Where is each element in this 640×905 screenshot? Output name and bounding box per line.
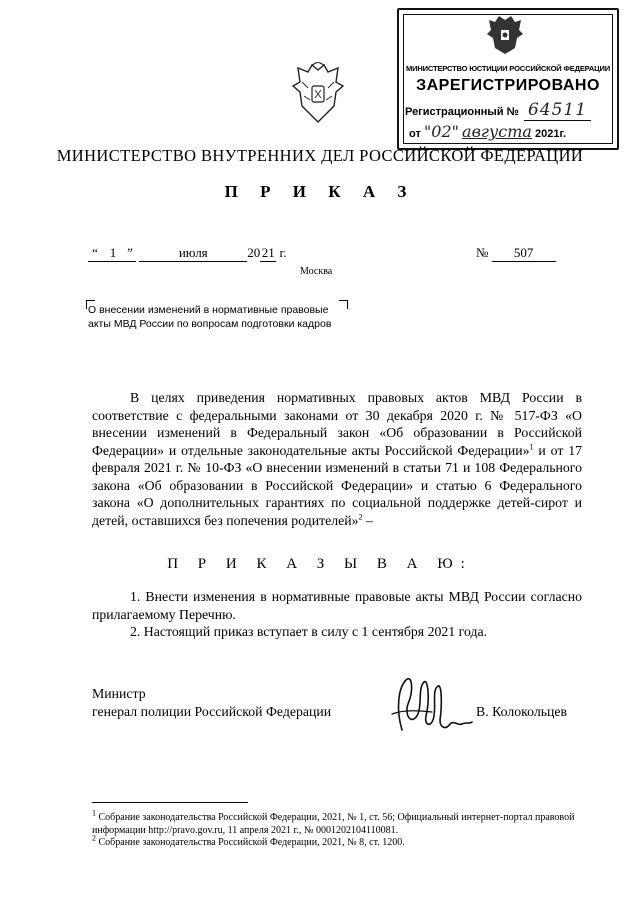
stamp-year: 2021 [535,128,560,140]
order-item-1: 1. Внести изменения в нормативные правовые акты МВД России согласно прилагаемому Перечню. [92,589,582,622]
date-day: 1 [102,245,124,262]
footnotes [92,808,582,850]
footnote-1 [92,808,582,837]
preamble-part3: – [362,512,373,528]
stamp-ministry: МИНИСТЕРСТВО ЮСТИЦИИ РОССИЙСКОЙ ФЕДЕРАЦИИ [405,64,611,73]
date-year-prefix: 20 [247,245,261,260]
stamp-reg-label: Регистрационный № [405,106,519,118]
preamble-part1: В целях приведения нормативных правовых актов МВД России в соответствие с федеральными законами от 30 декабря 2020 г. № 517-ФЗ «О внесении изменений в Федеральный закон «Об образовании в Российской Федерации» и отдельные законодательные акты Российской Федерации» [92,390,582,458]
footnote-mark-1: 1 [92,808,96,818]
stamp-registered: ЗАРЕГИСТРИРОВАНО [416,77,600,94]
date-quote-open: “ [88,245,102,262]
order-date [88,245,287,262]
footnote-divider [92,802,248,803]
stamp-date-prefix: от [409,128,421,140]
stamp-reg-number-row [405,100,591,120]
stamp-date-row [409,122,566,141]
footnote-2 [92,833,582,850]
order-number [476,245,556,262]
registration-stamp [397,8,619,150]
signer-name: В. Колокольцев [476,704,568,719]
date-year: 21 [261,245,275,260]
subject-corner-right [339,300,348,309]
order-title: П Р И К А З [224,182,416,201]
footnote-ref-2: 2 [358,511,363,521]
subject-text: О внесении изменений в нормативные правовые акты МВД России по вопросам подготовки кадров [88,304,332,330]
stamp-day: "02" [423,122,459,141]
subject-corner-left [86,300,95,309]
footnote-text-2: Собрание законодательства Российской Федерации, 2021, № 8, ст. 1200. [96,837,405,848]
footnote-text-1: Собрание законодательства Российской Федерации, 2021, № 1, ст. 56; Официальный интернет-портал правовой информации http://pravo.gov.ru, 11 апреля 2021 г., № 0001202104110081. [92,812,575,836]
order-subject [88,303,348,331]
footnote-ref-1: 1 [529,441,534,451]
footnote-mark-2: 2 [92,833,96,843]
handwritten-signature [388,670,474,742]
order-item-2: 2. Настоящий приказ вступает в силу с 1 сентября 2021 года. [130,624,488,639]
date-year-suffix: г. [279,245,287,260]
signer-position-line2: генерал полиции Российской Федерации [92,704,332,719]
signer-position-line1: Министр [92,686,146,701]
stamp-year-suffix: г. [559,128,567,140]
orders-heading: П Р И К А З Ы В А Ю: [167,556,473,572]
stamp-eagle-emblem-icon [485,14,525,58]
date-quote-close: ” [124,245,136,262]
number-value: 507 [492,245,556,262]
ministry-title: МИНИСТЕРСТВО ВНУТРЕННИХ ДЕЛ РОССИЙСКОЙ ФЕДЕРАЦИИ [56,146,584,165]
preamble [92,389,582,529]
stamp-reg-number: 64511 [524,100,591,121]
preamble-part2: и от 17 февраля 2021 г. № 10-ФЗ «О внесении изменений в статьи 71 и 108 Федерального закона «Об образовании в Российской Федерации» и статью 6 Федерального закона «О дополнительных гарантиях по социальной поддержке детей-сирот и детей, оставшихся без попечения родителей» [92,442,582,528]
date-month: июля [139,245,247,262]
coat-of-arms-icon [290,62,346,126]
stamp-month: августа [462,122,532,141]
number-label: № [476,245,489,260]
city: Москва [300,266,333,277]
